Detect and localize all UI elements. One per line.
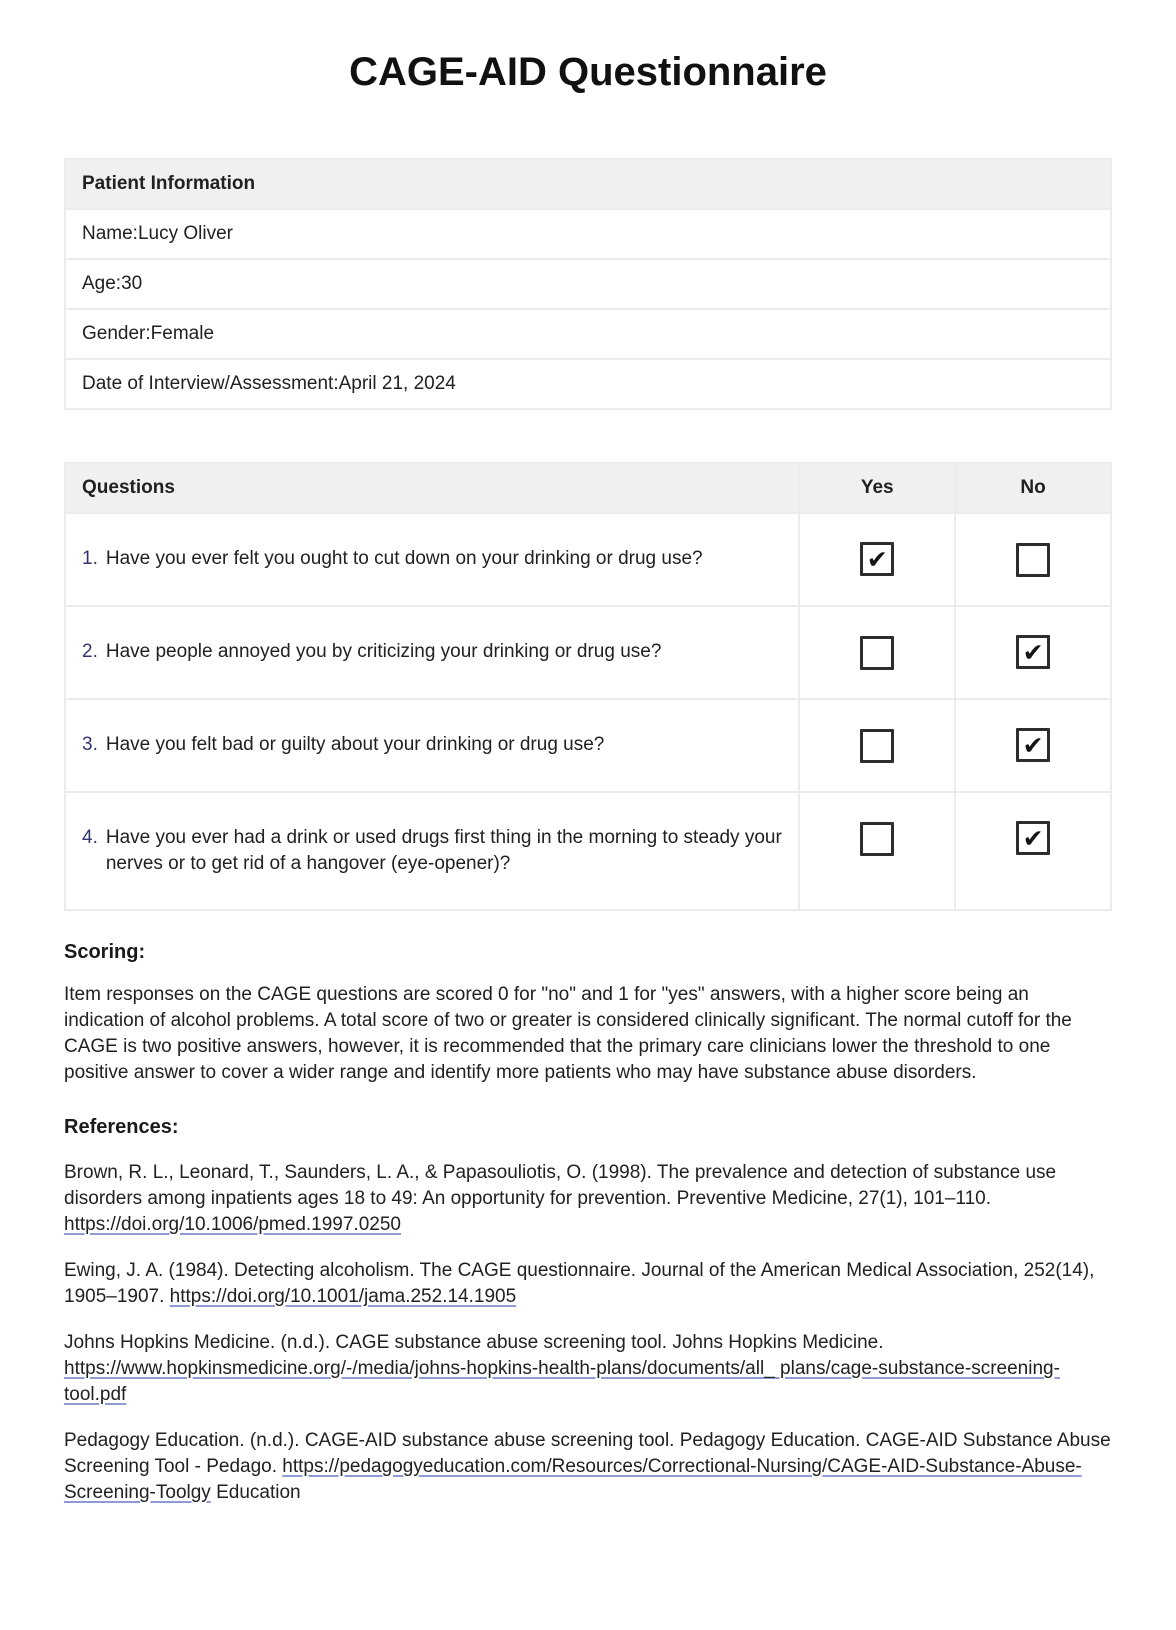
question-text: Have you ever had a drink or used drugs first thing in the morning to steady your nerves or to get rid of a hangover (eye-opener)?: [105, 827, 782, 874]
yes-cell: [799, 792, 955, 910]
references-heading: References:: [64, 1116, 179, 1138]
reference-entry: [64, 1258, 1112, 1310]
patient-name-cell: [65, 209, 1111, 259]
table-row: [65, 259, 1111, 309]
table-row: [65, 359, 1111, 409]
question-number: 2.: [82, 641, 98, 662]
patient-gender-value: Female: [150, 323, 215, 344]
reference-text: Ewing, J. A. (1984). Detecting alcoholism. The CAGE questionnaire. Journal of the American Medical Association, 252(14), 1905–1907.: [64, 1260, 1095, 1307]
no-cell: [955, 792, 1111, 910]
reference-text: Pedagogy Education. (n.d.). CAGE-AID substance abuse screening tool. Pedagogy Education. CAGE-AID Substance Abuse Screening Tool - Pedago.: [64, 1430, 1111, 1477]
question-row: [65, 699, 1111, 792]
no-cell: [955, 606, 1111, 699]
patient-gender-label: Gender:: [82, 323, 151, 344]
patient-date-label: Date of Interview/Assessment:: [82, 373, 339, 394]
question-text-cell: [65, 513, 799, 606]
scoring-heading: Scoring:: [64, 941, 146, 963]
question-number: 1.: [82, 548, 98, 569]
scoring-paragraph: Item responses on the CAGE questions are scored 0 for "no" and 1 for "yes" answers, with a higher score being an indication of alcohol problems. A total score of two or greater is considered clinically significant. The normal cutoff for the CAGE is two positive answers, however, it is recommended that the primary care clinicians lower the threshold to one positive answer to cover a wider range and identify more patients who may have substance abuse disorders.: [64, 984, 1072, 1083]
page-title: CAGE-AID Questionnaire: [349, 50, 827, 94]
question-text-cell: [65, 792, 799, 910]
checkmark-icon: ✔: [1022, 731, 1044, 760]
patient-age-value: 30: [121, 273, 143, 294]
question-text-cell: [65, 699, 799, 792]
checkmark-icon: ✔: [866, 545, 888, 574]
reference-entry: [64, 1428, 1112, 1506]
yes-cell: [799, 699, 955, 792]
no-cell: [955, 513, 1111, 606]
yes-cell: [799, 606, 955, 699]
question-row: [65, 606, 1111, 699]
patient-age-label: Age:: [82, 273, 122, 294]
reference-link[interactable]: https://doi.org/10.1006/pmed.1997.0250: [64, 1214, 401, 1235]
patient-date-cell: [65, 359, 1111, 409]
reference-link[interactable]: https://doi.org/10.1001/jama.252.14.1905: [169, 1286, 517, 1307]
patient-info-header: Patient Information: [65, 159, 1111, 209]
yes-column-header: Yes: [799, 463, 955, 513]
yes-cell: [799, 513, 955, 606]
question-number: 4.: [82, 827, 98, 848]
question-text: Have you ever felt you ought to cut down on your drinking or drug use?: [105, 548, 703, 569]
reference-entry: [64, 1330, 1112, 1408]
yes-checkbox[interactable]: [860, 822, 894, 856]
no-cell: [955, 699, 1111, 792]
reference-entry: [64, 1160, 1112, 1238]
no-column-header: No: [955, 463, 1111, 513]
no-checkbox[interactable]: [1016, 728, 1050, 762]
question-text: Have people annoyed you by criticizing your drinking or drug use?: [105, 641, 662, 662]
patient-gender-cell: [65, 309, 1111, 359]
patient-date-value: April 21, 2024: [338, 373, 456, 394]
no-checkbox[interactable]: [1016, 543, 1050, 577]
checkmark-icon: ✔: [1022, 638, 1044, 667]
reference-link[interactable]: https://pedagogyeducation.com/Resources/Correctional-Nursing/CAGE-AID-Substance-Abuse-Screening-Toolgy: [64, 1456, 1082, 1503]
question-text: Have you felt bad or guilty about your drinking or drug use?: [105, 734, 605, 755]
reference-text: Johns Hopkins Medicine. (n.d.). CAGE substance abuse screening tool. Johns Hopkins Medicine.: [64, 1332, 884, 1353]
patient-age-cell: [65, 259, 1111, 309]
no-checkbox[interactable]: [1016, 635, 1050, 669]
table-row: [65, 209, 1111, 259]
question-text-cell: [65, 606, 799, 699]
table-row: [65, 309, 1111, 359]
no-checkbox[interactable]: [1016, 821, 1050, 855]
questions-table: [64, 462, 1112, 911]
yes-checkbox[interactable]: [860, 636, 894, 670]
reference-text-suffix: Education: [210, 1482, 301, 1503]
question-row: [65, 792, 1111, 910]
question-number: 3.: [82, 734, 98, 755]
patient-info-table: [64, 158, 1112, 410]
reference-link[interactable]: https://www.hopkinsmedicine.org/-/media/johns-hopkins-health-plans/documents/all_ plans/cage-substance-screening-tool.pdf: [64, 1358, 1060, 1405]
checkmark-icon: ✔: [1022, 824, 1044, 853]
question-row: [65, 513, 1111, 606]
yes-checkbox[interactable]: [860, 729, 894, 763]
questions-header-row: [65, 463, 1111, 513]
questions-column-header: Questions: [65, 463, 799, 513]
yes-checkbox[interactable]: [860, 542, 894, 576]
patient-name-value: Lucy Oliver: [137, 223, 233, 244]
patient-name-label: Name:: [82, 223, 138, 244]
reference-text: Brown, R. L., Leonard, T., Saunders, L. A., & Papasouliotis, O. (1998). The prevalence and detection of substance use disorders among inpatients ages 18 to 49: An opportunity for prevention. Preventive Medicine, 27(1), 101–110.: [64, 1162, 1057, 1209]
